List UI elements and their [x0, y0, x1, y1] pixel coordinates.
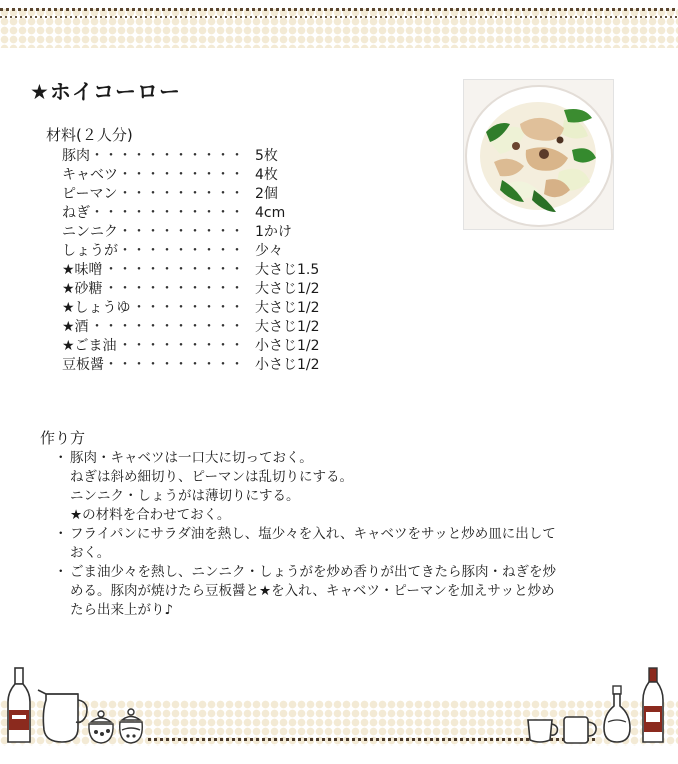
ingredient-name: ★しょうゆ [62, 300, 131, 316]
step-line: おく。 [70, 545, 111, 561]
ingredient-row [62, 223, 342, 242]
ingredient-qty: 5枚 [255, 148, 278, 164]
stir-fry-dish-photo [463, 79, 614, 230]
decanter-icon [600, 684, 634, 746]
ingredient-row [62, 299, 342, 318]
ingredient-name: ★砂糖 [62, 281, 103, 297]
ingredient-qty: 1かけ [255, 224, 292, 240]
step-line: ・ 豚肉・キャベツは一口大に切っておく。 [70, 450, 313, 466]
top-dashed-line-2 [0, 16, 678, 18]
ingredient-name: 豆板醤 [62, 357, 104, 373]
leader-dots: ・・・・・・・・・ [118, 243, 244, 259]
method-steps [58, 449, 618, 620]
leader-dots: ・・・・・・・・・・・ [90, 148, 244, 164]
top-dashed-line [0, 8, 678, 11]
ingredient-name: 豚肉 [62, 148, 90, 164]
leader-dots: ・・・・・・・・・・ [104, 357, 244, 373]
leader-dots: ・・・・・・・・・ [118, 186, 244, 202]
step-line: める。豚肉が焼けたら豆板醤と★を入れ、キャベツ・ピーマンを加えサッと炒め [70, 583, 555, 599]
coffee-cup-icon [524, 716, 560, 746]
step-line: ★の材料を合わせておく。 [70, 507, 231, 523]
sugar-pot-icon [86, 710, 116, 746]
ingredient-row [62, 204, 342, 223]
ingredient-qty: 4cm [255, 205, 286, 221]
mug-icon [560, 714, 598, 746]
ingredient-row [62, 337, 342, 356]
leader-dots: ・・・・・・・・・・ [104, 262, 244, 278]
ingredient-qty: 小さじ1/2 [255, 338, 320, 354]
step-line: ・ ごま油少々を熱し、ニンニク・しょうがを炒め香りが出てきたら豚肉・ねぎを炒 [70, 564, 556, 580]
leader-dots: ・・・・・・・・・・ [104, 281, 244, 297]
ingredient-row [62, 147, 342, 166]
ingredient-qty: 大さじ1/2 [255, 300, 320, 316]
method-heading: 作り方 [40, 429, 86, 447]
ingredient-qty: 小さじ1/2 [255, 357, 320, 373]
leader-dots: ・・・・・・・・・・・ [90, 205, 244, 221]
step-item [58, 525, 618, 563]
ingredient-name: キャベツ [62, 167, 118, 183]
leader-dots: ・・・・・・・・ [132, 300, 244, 316]
ingredients-list [62, 147, 342, 375]
wine-bottle-right-icon [638, 666, 668, 746]
leader-dots: ・・・・・・・・・ [118, 167, 244, 183]
jar-icon [116, 708, 146, 746]
ingredient-qty: 少々 [255, 243, 283, 259]
ingredient-name: ★ごま油 [62, 338, 117, 354]
ingredient-qty: 2個 [255, 186, 278, 202]
leader-dots: ・・・・・・・・・・・ [90, 319, 244, 335]
step-line: ・ フライパンにサラダ油を熱し、塩少々を入れ、キャベツをサッと炒め皿に出して [70, 526, 556, 542]
ingredient-qty: 大さじ1.5 [255, 262, 320, 278]
top-dot-pattern [0, 8, 678, 48]
ingredient-row [62, 318, 342, 337]
ingredient-name: ピーマン [62, 186, 118, 202]
step-item [58, 449, 618, 525]
top-decorative-band [0, 0, 678, 60]
step-line: たら出来上がり♪ [70, 602, 174, 618]
ingredient-name: ★酒 [62, 319, 89, 335]
ingredient-name: しょうが [62, 243, 118, 259]
ingredient-row [62, 280, 342, 299]
ingredients-heading: 材料(２人分) [46, 126, 133, 144]
leader-dots: ・・・・・・・・・ [118, 224, 244, 240]
leader-dots: ・・・・・・・・・ [118, 338, 244, 354]
ingredient-row [62, 261, 342, 280]
ingredient-name: ★味噌 [62, 262, 103, 278]
ingredient-row [62, 242, 342, 261]
ingredient-name: ニンニク [62, 224, 118, 240]
ingredient-qty: 大さじ1/2 [255, 281, 320, 297]
milk-pitcher-icon [34, 682, 90, 746]
ingredient-row [62, 356, 342, 375]
ingredient-row [62, 185, 342, 204]
ingredient-qty: 大さじ1/2 [255, 319, 320, 335]
ingredient-qty: 4枚 [255, 167, 278, 183]
step-item [58, 563, 618, 620]
ingredient-row [62, 166, 342, 185]
ingredient-name: ねぎ [62, 205, 90, 221]
recipe-title: ★ホイコーロー [30, 80, 181, 104]
wine-bottle-icon [4, 666, 34, 746]
step-line: ねぎは斜め細切り、ピーマンは乱切りにする。 [70, 469, 353, 485]
step-line: ニンニク・しょうがは薄切りにする。 [70, 488, 300, 504]
